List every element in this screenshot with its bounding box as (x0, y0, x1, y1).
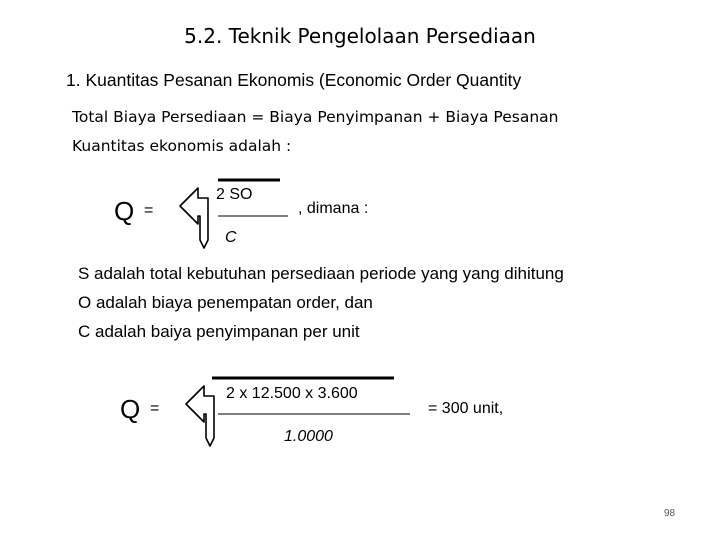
calc-lhs-q: Q (120, 394, 141, 424)
calc-denominator: 1.0000 (284, 428, 333, 445)
page-number: 98 (664, 508, 676, 519)
formula-numerator: 2 SO (216, 186, 253, 203)
section-heading: 1. Kuantitas Pesanan Ekonomis (Economic Order Quantity (66, 70, 522, 90)
eoq-intro-text: Kuantitas ekonomis adalah : (72, 137, 292, 155)
calc-equals: = (150, 400, 160, 417)
formula-lhs-q: Q (114, 196, 135, 226)
formula-suffix: , dimana : (298, 200, 369, 217)
total-cost-formula: Total Biaya Persediaan = Biaya Penyimpanan + Biaya Pesanan (72, 108, 559, 126)
formula-equals: = (144, 202, 154, 219)
calc-result: = 300 unit, (428, 400, 504, 417)
formula-denominator: C (225, 229, 237, 246)
definition-s: S adalah total kebutuhan persediaan periode yang yang dihitung (78, 264, 564, 283)
definition-o: O adalah biaya penempatan order, dan (78, 293, 373, 312)
definition-c: C adalah baiya penyimpanan per unit (78, 322, 360, 341)
slide-title: 5.2. Teknik Pengelolaan Persediaan (184, 24, 536, 48)
calc-numerator: 2 x 12.500 x 3.600 (226, 385, 358, 402)
